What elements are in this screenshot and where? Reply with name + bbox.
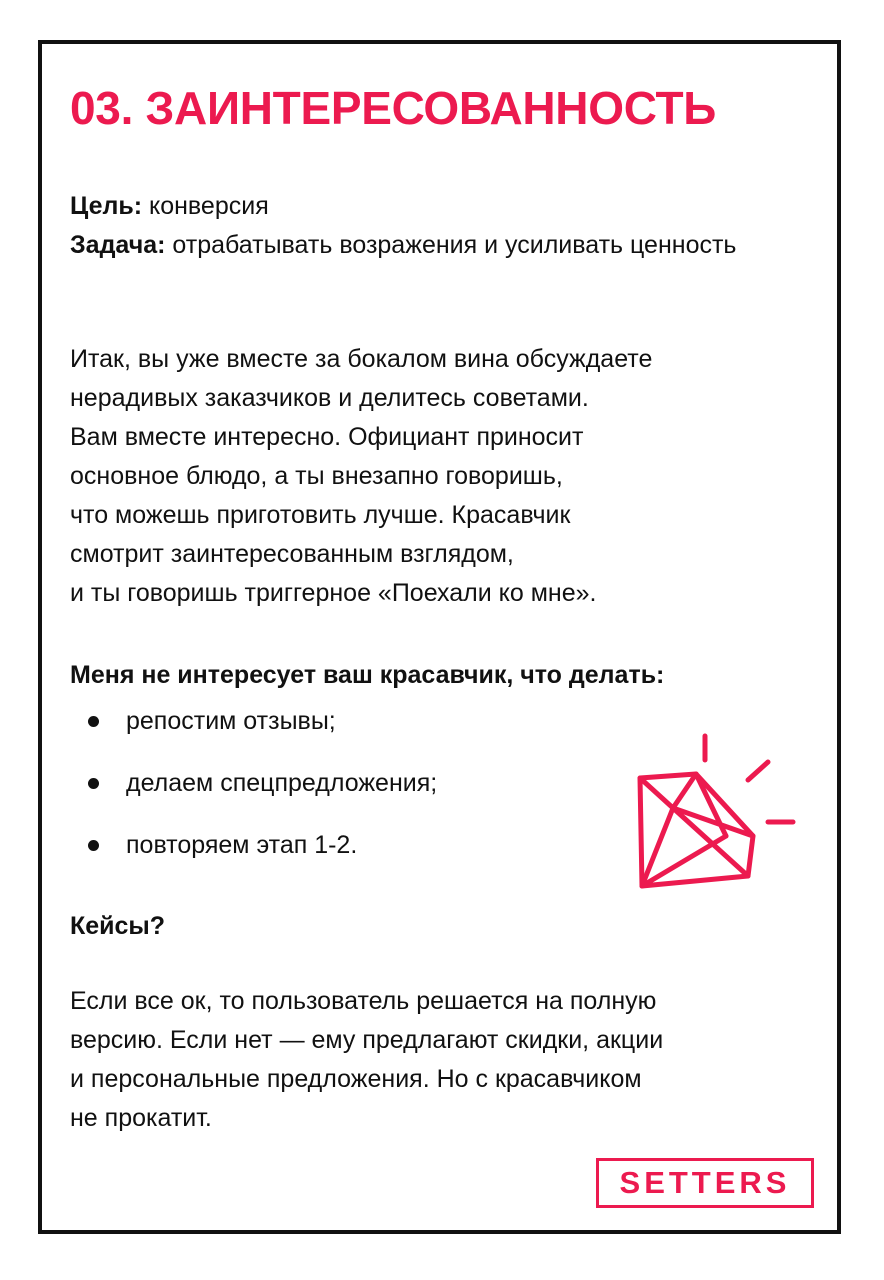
bullet-icon [88, 778, 99, 789]
goal-value: конверсия [142, 192, 269, 220]
intro-line: Вам вместе интересно. Официант приносит [70, 423, 584, 451]
cases-heading: Кейсы? [70, 912, 166, 940]
setters-logo: SETTERS [596, 1158, 814, 1208]
list-item-text: делаем спецпредложения; [126, 769, 438, 797]
tips-list [88, 702, 437, 888]
list-item [88, 764, 437, 803]
goal-task-block [70, 187, 810, 265]
intro-line: основное блюдо, а ты внезапно говоришь, [70, 462, 563, 490]
list-item [88, 702, 437, 741]
cases-line: Если все ок, то пользователь решается на полную [70, 987, 657, 1015]
intro-line: Итак, вы уже вместе за бокалом вина обсуждаете [70, 345, 653, 373]
goal-line [70, 187, 810, 226]
goal-label: Цель: [70, 192, 143, 220]
intro-line: и ты говоришь триггерное «Поехали ко мне». [70, 579, 597, 607]
page-title: 03. ЗАИНТЕРЕСОВАННОСТЬ [70, 82, 717, 134]
cases-line: и персональные предложения. Но с красавчиком [70, 1065, 642, 1093]
intro-line: что можешь приготовить лучше. Красавчик [70, 501, 571, 529]
bullet-icon [88, 840, 99, 851]
cases-paragraph [70, 982, 810, 1138]
list-item-text: репостим отзывы; [126, 707, 336, 735]
intro-line: смотрит заинтересованным взглядом, [70, 540, 514, 568]
task-value: отрабатывать возражения и усиливать ценность [165, 231, 737, 259]
bullet-icon [88, 716, 99, 727]
diamond-icon [628, 728, 808, 898]
intro-paragraph [70, 340, 810, 613]
cases-line: версию. Если нет — ему предлагают скидки, акции [70, 1026, 664, 1054]
list-item [88, 826, 437, 865]
question-heading: Меня не интересует ваш красавчик, что делать: [70, 661, 665, 689]
task-line [70, 226, 810, 265]
cases-line: не прокатит. [70, 1104, 212, 1132]
task-label: Задача: [70, 231, 166, 259]
intro-line: нерадивых заказчиков и делитесь советами. [70, 384, 589, 412]
list-item-text: повторяем этап 1-2. [126, 831, 358, 859]
